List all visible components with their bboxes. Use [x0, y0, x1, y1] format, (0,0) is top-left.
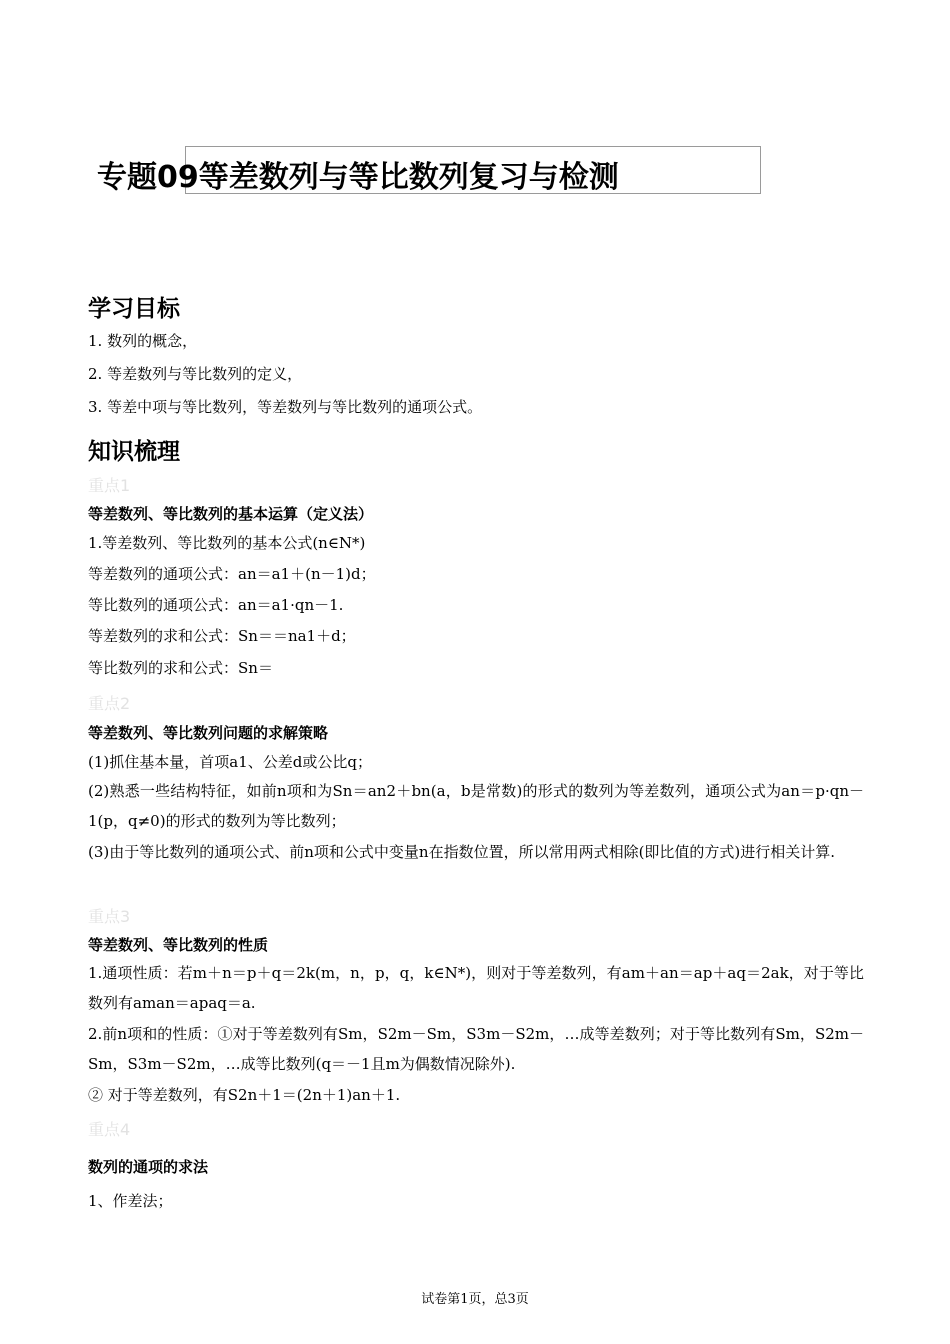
goals-heading: 学习目标: [88, 296, 180, 322]
point-paragraph: 1.通项性质：若m＋n＝p＋q＝2k(m，n，p，q，k∈N*)，则对于等差数列，有am＋an＝ap＋aq＝2ak，对于等比数列有aman＝apaq＝a.: [88, 964, 864, 1012]
point-label: 重点1: [88, 476, 131, 495]
goal-item: 1. 数列的概念，: [88, 332, 198, 350]
goal-item: 3. 等差中项与等比数列，等差数列与等比数列的通项公式。: [88, 398, 483, 416]
point-line: ② 对于等差数列，有S2n＋1＝(2n＋1)an＋1.: [88, 1086, 401, 1104]
point-subtitle: 等差数列、等比数列的基本运算（定义法）: [88, 505, 374, 523]
point-paragraph: (3)由于等比数列的通项公式、前n项和公式中变量n在指数位置，所以常用两式相除(即比值的方式)进行相关计算.: [88, 843, 836, 861]
knowledge-heading: 知识梳理: [88, 439, 180, 465]
point-line: (1)抓住基本量，首项a1、公差d或公比q；: [88, 753, 372, 771]
point-line: 1、作差法；: [88, 1192, 173, 1210]
point-line: 1.等差数列、等比数列的基本公式(n∈N*): [88, 534, 366, 552]
title-area: [97, 146, 797, 196]
page-title: 专题09等差数列与等比数列复习与检测: [97, 160, 619, 195]
point-paragraph: (2)熟悉一些结构特征，如前n项和为Sn＝an2＋bn(a，b是常数)的形式的数列为等差数列，通项公式为an＝p·qn－1(p，q≠0)的形式的数列为等比数列；: [88, 782, 864, 830]
point-line: 等比数列的通项公式：an＝a1·qn－1.: [88, 596, 344, 614]
point-label: 重点4: [88, 1120, 131, 1139]
point-label: 重点2: [88, 694, 131, 713]
point-line: 等比数列的求和公式：Sn＝: [88, 659, 273, 677]
goal-item: 2. 等差数列与等比数列的定义，: [88, 365, 303, 383]
point-line: 等差数列的求和公式：Sn＝＝na1＋d；: [88, 627, 356, 645]
point-line: 等差数列的通项公式：an＝a1＋(n－1)d；: [88, 565, 376, 583]
page-footer: 试卷第1页，总3页: [421, 1292, 529, 1307]
point-subtitle: 等差数列、等比数列的性质: [88, 936, 269, 954]
point-subtitle: 等差数列、等比数列问题的求解策略: [88, 724, 329, 742]
point-label: 重点3: [88, 907, 131, 926]
point-paragraph: 2.前n项和的性质：①对于等差数列有Sm，S2m－Sm，S3m－S2m，…成等差数列；对于等比数列有Sm，S2m－Sm，S3m－S2m，…成等比数列(q＝－1且m为偶数情况除外).: [88, 1025, 864, 1073]
point-subtitle: 数列的通项的求法: [88, 1158, 209, 1176]
